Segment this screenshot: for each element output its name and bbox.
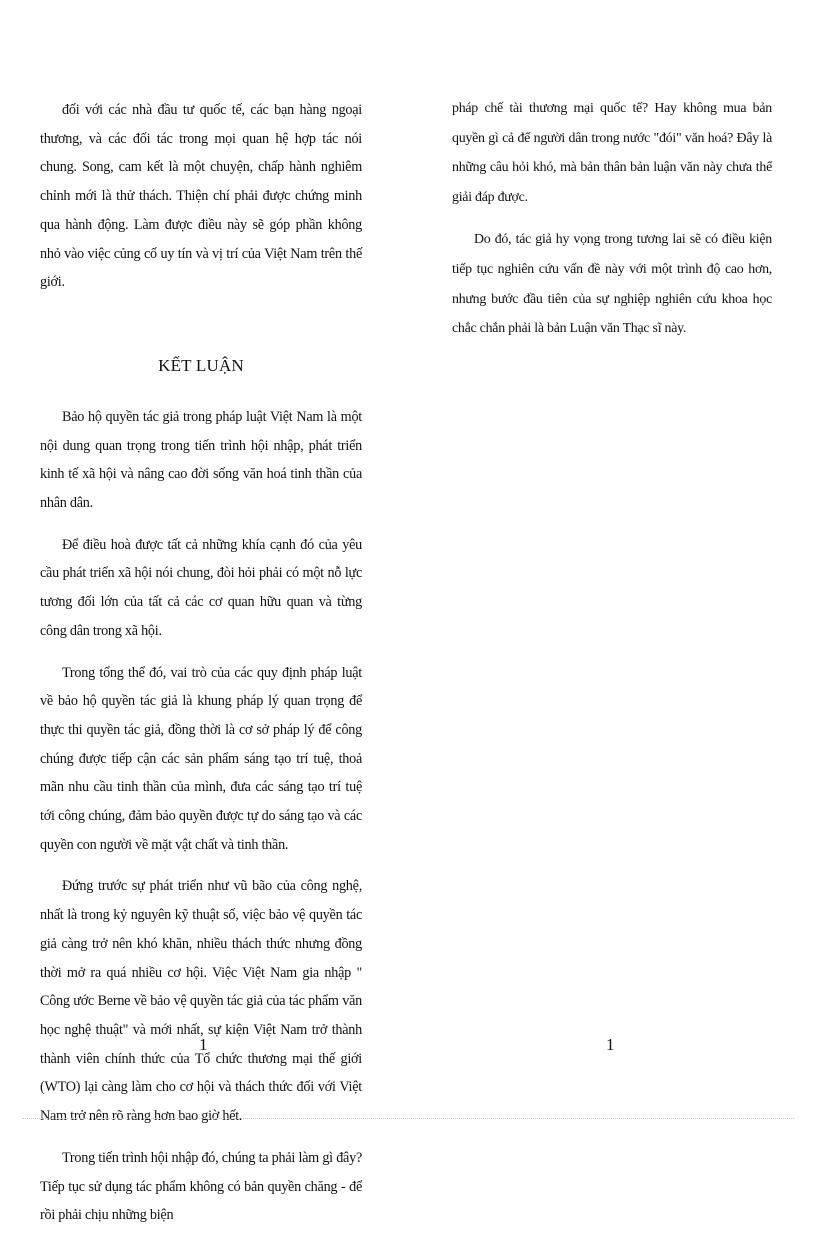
conclusion-paragraph-2: Để điều hoà được tất cả những khía cạnh đó của yêu cầu phát triển xã hội nói chung, đòi hỏi phải có một nỗ lực tương đối lớn của tất cả các cơ quan hữu quan và từng công dân trong xã hội. [40, 536, 362, 639]
right-paragraph-1: pháp chế tài thương mại quốc tế? Hay không mua bản quyền gì cả để người dân trong nước "đói" văn hoá? Đây là những câu hỏi khó, mà bản thân bản luận văn này chưa thể giải đáp được. [452, 101, 772, 205]
right-paragraph-2: Do đó, tác giả hy vọng trong tương lai sẽ có điều kiện tiếp tục nghiên cứu vấn đề này với một trình độ cao hơn, nhưng bước đầu tiên của sự nghiệp nghiên cứu khoa học chắc chắn phải là bản Luận văn Thạc sĩ này. [452, 232, 772, 337]
conclusion-paragraph-1: Bảo hộ quyền tác giả trong pháp luật Việt Nam là một nội dung quan trọng trong tiến trình hội nhập, phát triển kinh tế xã hội và nâng cao đời sống văn hoá tinh thần của nhân dân. [40, 408, 362, 512]
right-page-column [452, 94, 772, 357]
conclusion-heading: KẾT LUẬN [158, 355, 244, 375]
conclusion-paragraph-5: Trong tiến trình hội nhập đó, chúng ta phải làm gì đây? Tiếp tục sử dụng tác phẩm không có bản quyền chăng - để rồi phải chịu những biện [40, 1149, 362, 1224]
right-page-number: 1 [606, 1035, 615, 1054]
left-page-number: 1 [199, 1035, 208, 1054]
conclusion-paragraph-3: Trong tổng thể đó, vai trò của các quy định pháp luật về bảo hộ quyền tác giả là khung pháp lý quan trọng để thực thi quyền tác giả, đồng thời là cơ sở pháp lý để công chúng được tiếp cận các sản phẩm sáng tạo trí tuệ, thoả mãn nhu cầu tinh thần của mình, đưa các sáng tạo trí tuệ tới công chúng, đảm bảo quyền được tự do sáng tạo và các quyền con người về mặt vật chất và tinh thần. [40, 664, 362, 853]
intro-paragraph: đối với các nhà đầu tư quốc tế, các bạn hàng ngoại thương, và các đối tác trong mọi quan hệ hợp tác nói chung. Song, cam kết là một chuyện, chấp hành nghiêm chỉnh mới là thử thách. Thiện chí phải được chứng minh qua hành động. Làm được điều này sẽ góp phần không nhỏ vào việc củng cố uy tín và vị trí của Việt Nam trên thế giới. [40, 102, 362, 291]
page-bottom-rule [22, 1118, 794, 1119]
conclusion-paragraph-4: Đứng trước sự phát triển như vũ bão của công nghệ, nhất là trong kỷ nguyên kỹ thuật số, việc bảo vệ quyền tác giả càng trở nên khó khăn, nhiều thách thức nhưng đồng thời mở ra quá nhiều cơ hội. Việc Việt Nam gia nhập " Công ước Berne về bảo vệ quyền tác giả của tác phẩm văn học nghệ thuật" và mới nhất, sự kiện Việt Nam trở thành thành viên chính thức của Tổ chức thương mại thế giới (WTO) lại càng làm cho cơ hội và thách thức đối với Việt Nam trở nên rõ ràng hơn bao giờ hết. [40, 878, 362, 1125]
left-page-column [40, 96, 362, 1243]
